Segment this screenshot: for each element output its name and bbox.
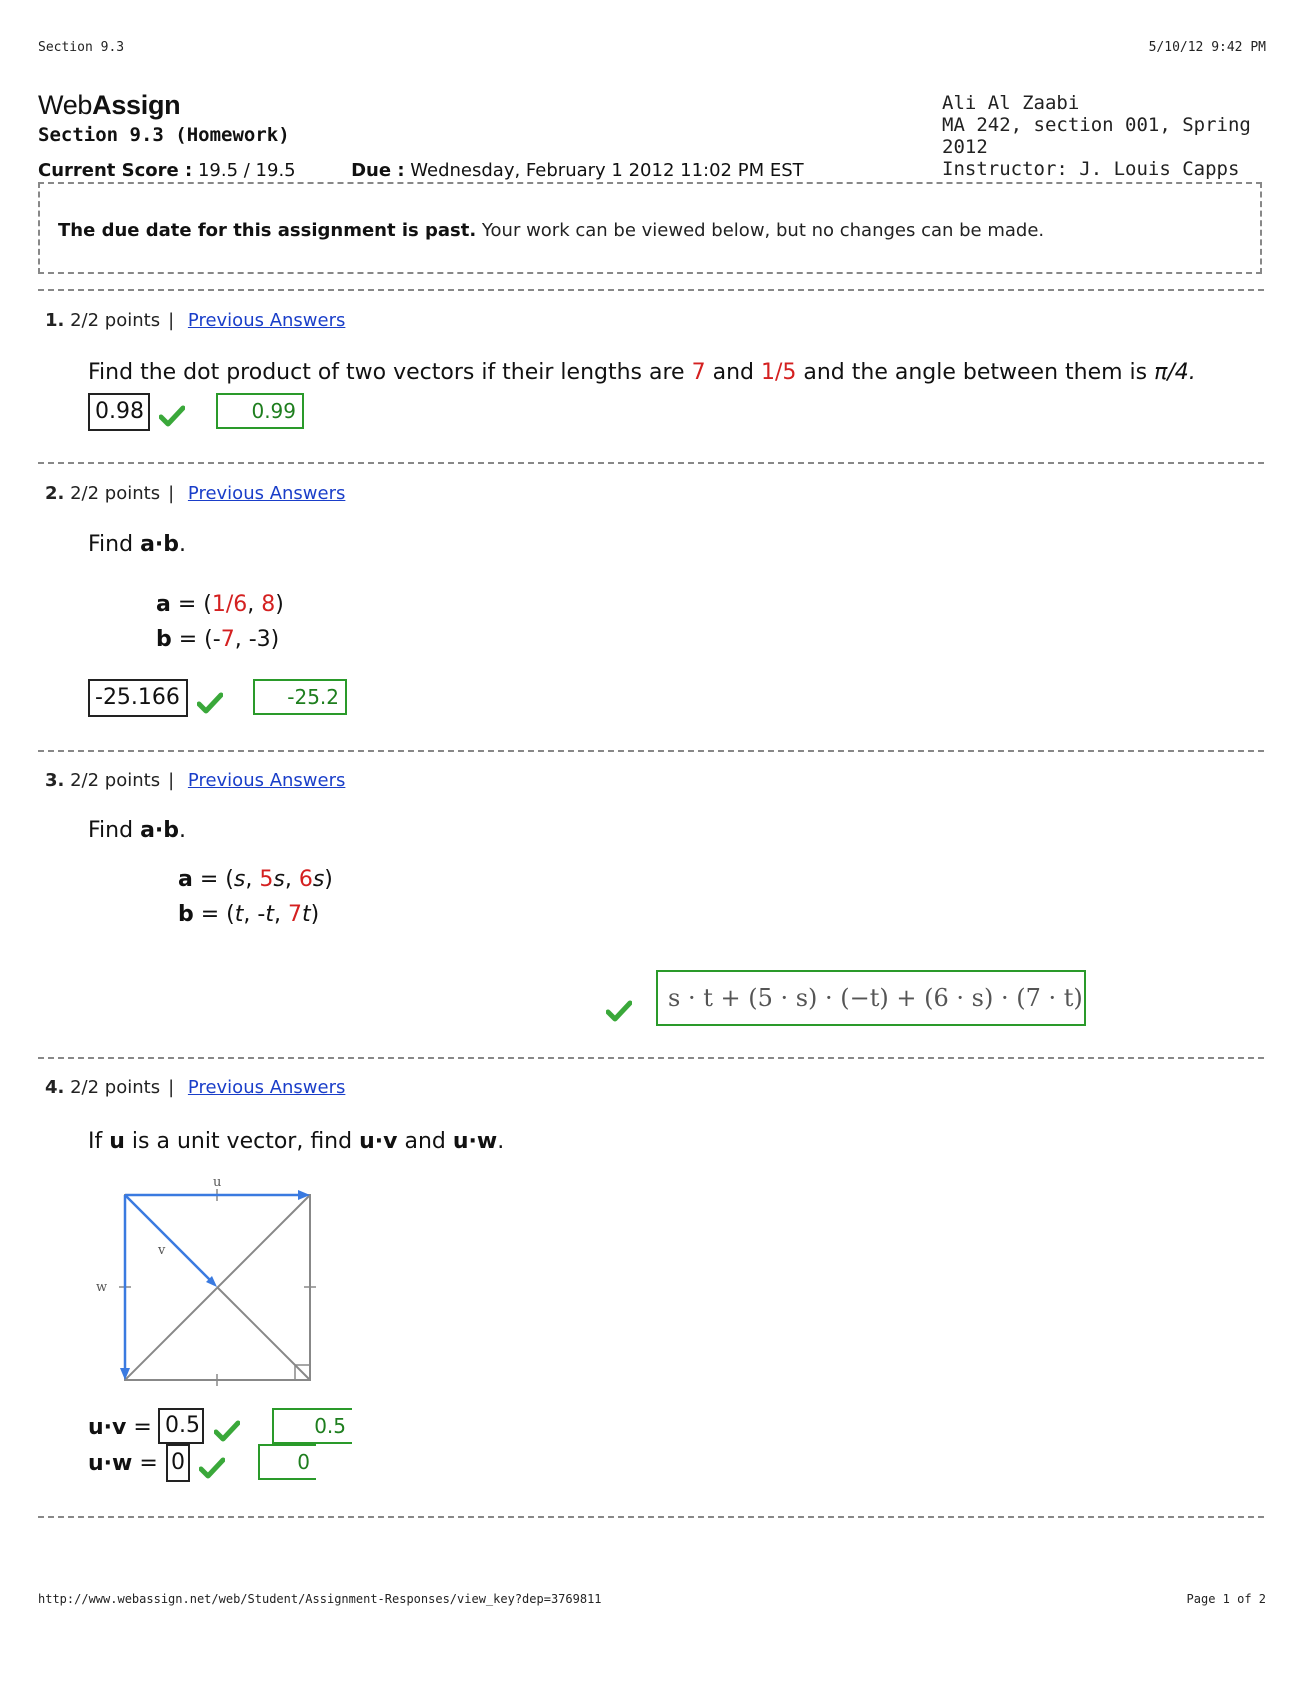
question-number: 3. <box>45 770 65 791</box>
uv-correct-key: 0.5 <box>272 1408 352 1444</box>
question-3-header <box>45 770 345 791</box>
previous-answers-link[interactable]: Previous Answers <box>187 1077 346 1098</box>
question-number: 1. <box>45 310 65 331</box>
uw-correct-key: 0 <box>258 1444 316 1480</box>
score-label: Current Score : <box>38 160 193 181</box>
separator: | <box>168 483 175 504</box>
divider <box>38 462 1264 464</box>
divider <box>38 1057 1264 1059</box>
checkmark-icon <box>199 1457 225 1479</box>
divider <box>38 289 1264 291</box>
answer-field[interactable]: 0.98 <box>88 393 150 431</box>
points: 2/2 points <box>70 1077 161 1098</box>
vector-a: a = (s, 5s, 6s) <box>178 867 333 892</box>
previous-answers-link[interactable]: Previous Answers <box>187 770 346 791</box>
notice-text: Your work can be viewed below, but no changes can be made. <box>476 220 1045 241</box>
vector-b: b = (t, -t, 7t) <box>178 902 320 927</box>
due-value: Wednesday, February 1 2012 11:02 PM EST <box>410 160 804 181</box>
divider <box>38 1516 1264 1518</box>
label-v: v <box>158 1243 166 1258</box>
previous-answers-link[interactable]: Previous Answers <box>187 310 346 331</box>
answer-field[interactable]: -25.166 <box>88 679 188 717</box>
question-4-prompt: If u is a unit vector, find u·v and u·w. <box>88 1129 505 1154</box>
webassign-logo: WebAssign <box>38 90 181 120</box>
footer-page: Page 1 of 2 <box>1186 1592 1266 1606</box>
print-header-date: 5/10/12 9:42 PM <box>1148 40 1266 55</box>
vector-b: b = (-7, -3) <box>156 627 280 652</box>
question-2-prompt: Find a·b. <box>88 532 187 557</box>
due-label: Due : <box>351 160 405 181</box>
uw-answer-field[interactable]: 0 <box>166 1444 190 1482</box>
checkmark-icon <box>606 1000 632 1022</box>
correct-answer-key: 0.99 <box>216 393 304 429</box>
question-2-header <box>45 483 345 504</box>
vector-a: a = (1/6, 8) <box>156 592 284 617</box>
past-due-notice <box>38 182 1262 274</box>
correct-answer-key: -25.2 <box>253 679 347 715</box>
separator: | <box>168 310 175 331</box>
checkmark-icon <box>197 692 223 714</box>
uw-label: u·w = <box>88 1451 158 1476</box>
instructor-info: Instructor: J. Louis Capps <box>942 158 1240 180</box>
question-3-prompt: Find a·b. <box>88 818 187 843</box>
separator: | <box>168 770 175 791</box>
points: 2/2 points <box>70 483 161 504</box>
math-answer-field[interactable]: s · t + (5 · s) · (−t) + (6 · s) · (7 · t) <box>656 970 1086 1026</box>
print-header-left: Section 9.3 <box>38 40 125 55</box>
assignment-title: Section 9.3 (Homework) <box>38 124 290 146</box>
notice-bold: The due date for this assignment is past. <box>58 220 477 241</box>
question-1-prompt: Find the dot product of two vectors if their lengths are 7 and 1/5 and the angle between them is π/4. <box>88 360 1196 385</box>
checkmark-icon <box>214 1420 240 1442</box>
label-w: w <box>96 1280 108 1295</box>
question-number: 4. <box>45 1077 65 1098</box>
course-info: MA 242, section 001, Spring 2012 <box>942 114 1251 158</box>
question-number: 2. <box>45 483 65 504</box>
checkmark-icon <box>159 405 185 427</box>
student-name: Ali Al Zaabi <box>942 92 1080 114</box>
uv-answer-field[interactable]: 0.5 <box>158 1408 204 1444</box>
score-value: 19.5 / 19.5 <box>197 160 296 181</box>
question-1-header <box>45 310 345 331</box>
score-line <box>38 160 804 181</box>
points: 2/2 points <box>70 770 161 791</box>
student-info <box>942 92 1306 180</box>
previous-answers-link[interactable]: Previous Answers <box>187 483 346 504</box>
label-u: u <box>213 1175 222 1190</box>
question-4-header <box>45 1077 345 1098</box>
separator: | <box>168 1077 175 1098</box>
vector-square-figure <box>88 1168 328 1388</box>
uv-label: u·v = <box>88 1415 152 1440</box>
points: 2/2 points <box>70 310 161 331</box>
divider <box>38 750 1264 752</box>
footer-url: http://www.webassign.net/web/Student/Assignment-Responses/view_key?dep=3769811 <box>38 1592 602 1606</box>
